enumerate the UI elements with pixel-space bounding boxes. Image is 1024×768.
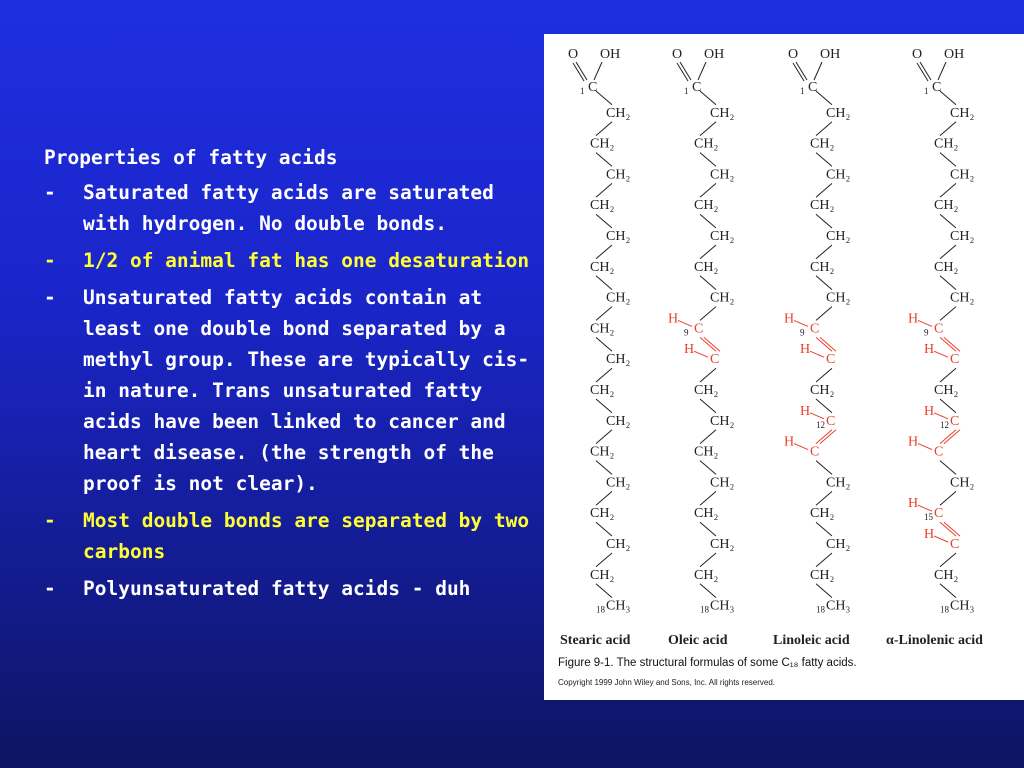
bond-line xyxy=(816,91,832,105)
carbon-label: CH₂ xyxy=(950,290,975,306)
carbon-label: C xyxy=(934,506,944,522)
figure-caption: Figure 9-1. The structural formulas of some C₁₈ fatty acids. xyxy=(558,657,857,669)
hydrogen-label: H xyxy=(908,434,919,450)
bullet-dash: - xyxy=(44,509,56,532)
bond-line xyxy=(596,584,612,598)
bond-line xyxy=(678,320,692,326)
bond-line xyxy=(700,584,716,598)
carbon-label: CH₂ xyxy=(826,105,851,121)
carbon-number: 1 xyxy=(684,86,689,96)
fatty-acid-figure xyxy=(544,34,1024,700)
slide-heading: Properties of fatty acids xyxy=(44,146,338,169)
carbon-label: C xyxy=(808,80,818,95)
bond-line xyxy=(596,153,612,167)
double-bond-line xyxy=(944,430,960,444)
carbon-label: CH₂ xyxy=(710,475,735,491)
carbon-number: 12 xyxy=(816,419,825,430)
carbon-label: CH₂ xyxy=(710,105,735,121)
bullet-text: Saturated fatty acids are saturated with hydrogen. No double bonds. xyxy=(83,181,494,235)
bond-line xyxy=(816,214,832,228)
bond-line xyxy=(700,368,716,382)
carbon-label: C xyxy=(932,80,942,95)
hydrogen-label: H xyxy=(924,403,935,419)
acid-name: Linoleic acid xyxy=(773,633,850,648)
bond-line xyxy=(596,553,612,567)
bond-line xyxy=(810,351,824,357)
bond-line xyxy=(596,461,612,475)
carbon-number: 1 xyxy=(924,86,929,96)
bond-line xyxy=(816,368,832,382)
bond-line xyxy=(700,122,716,136)
carbon-label: CH₂ xyxy=(590,444,615,460)
carbon-label: CH₂ xyxy=(934,567,959,583)
double-bond-line xyxy=(820,337,836,351)
carbon-label: C xyxy=(934,321,944,337)
bullet-text: 1/2 of animal fat has one desaturation xyxy=(83,249,530,272)
carbon-label: CH₂ xyxy=(810,198,835,214)
bond-line xyxy=(940,122,956,136)
bond-line xyxy=(940,276,956,290)
carbon-label: C xyxy=(694,321,704,337)
bond-line xyxy=(794,320,808,326)
carbon-label: CH₂ xyxy=(606,537,631,552)
carbon-label: CH₃ xyxy=(826,598,851,614)
carbon-label: C xyxy=(950,413,960,429)
bond-line xyxy=(700,214,716,228)
bond-line xyxy=(816,522,832,536)
carbon-number: 9 xyxy=(924,327,929,338)
acid-name: α-Linolenic acid xyxy=(886,633,983,648)
bond-line xyxy=(940,368,956,382)
bond-line xyxy=(594,62,602,80)
carbon-number: 15 xyxy=(924,512,933,523)
bullet-item xyxy=(44,177,534,239)
carbon-number: 9 xyxy=(800,327,805,338)
bullet-dash: - xyxy=(44,249,56,272)
carbon-label: CH₂ xyxy=(710,537,735,552)
bond-line xyxy=(700,461,716,475)
carbon-label: CH₂ xyxy=(694,506,719,522)
carbon-label: CH₂ xyxy=(826,537,851,552)
double-bond-line xyxy=(700,337,716,351)
carbon-number: 18 xyxy=(940,604,949,615)
carbon-label: CH₂ xyxy=(950,105,975,121)
bond-line xyxy=(596,491,612,505)
bond-line xyxy=(934,536,948,542)
bond-line xyxy=(816,153,832,167)
double-bond-line xyxy=(940,337,956,351)
carbon-label: CH₂ xyxy=(826,229,851,244)
carbon-label: CH₂ xyxy=(590,506,615,522)
bond-line xyxy=(816,183,832,197)
double-bond-line xyxy=(704,337,720,351)
carbon-number: 18 xyxy=(700,604,709,615)
hydrogen-label: H xyxy=(908,311,919,327)
hydrogen-label: H xyxy=(784,311,795,327)
bullet-dash: - xyxy=(44,181,56,204)
hydrogen-label: H xyxy=(908,496,919,512)
double-bond-line xyxy=(940,522,956,536)
carbon-number: 18 xyxy=(816,604,825,615)
hydrogen-label: H xyxy=(800,342,811,358)
double-bond-line xyxy=(944,522,960,536)
carbon-label: CH₂ xyxy=(710,167,735,183)
carbon-label: CH₂ xyxy=(606,229,631,244)
carbon-label: CH₂ xyxy=(606,167,631,183)
carbon-label: CH₃ xyxy=(606,598,631,614)
carbon-number: 18 xyxy=(596,604,605,615)
carbon-label: CH₂ xyxy=(810,567,835,583)
carbon-number: 12 xyxy=(940,419,949,430)
carbon-label: CH₂ xyxy=(934,383,959,398)
bond-line xyxy=(596,399,612,413)
bond-line xyxy=(596,91,612,105)
carbon-label: CH₂ xyxy=(694,198,719,214)
bond-line xyxy=(940,91,956,105)
bond-line xyxy=(596,122,612,136)
bond-line xyxy=(940,553,956,567)
carbon-label: C xyxy=(810,444,820,460)
bond-line xyxy=(938,62,946,80)
oxygen-label: O xyxy=(788,47,799,62)
bullet-dash: - xyxy=(44,577,56,600)
bullet-item xyxy=(44,245,534,276)
bond-line xyxy=(918,320,932,326)
oxygen-label: O xyxy=(912,47,923,62)
acid-name: Oleic acid xyxy=(668,633,728,648)
bullet-item xyxy=(44,282,534,499)
carbon-label: CH₂ xyxy=(934,259,959,275)
hydrogen-label: H xyxy=(684,342,695,358)
bond-line xyxy=(794,444,808,450)
carbon-label: CH₂ xyxy=(694,136,719,152)
carbon-label: CH₂ xyxy=(590,136,615,152)
carbon-label: CH₂ xyxy=(810,136,835,152)
bond-line xyxy=(816,122,832,136)
hydroxyl-label: OH xyxy=(600,47,621,62)
hydrogen-label: H xyxy=(784,434,795,450)
carbon-label: CH₃ xyxy=(710,598,735,614)
bond-line xyxy=(816,307,832,321)
carbon-label: CH₂ xyxy=(606,352,631,368)
bullet-text: Polyunsaturated fatty acids - duh xyxy=(83,577,471,600)
bond-line xyxy=(596,307,612,321)
bond-line xyxy=(810,413,824,419)
bond-line xyxy=(698,62,706,80)
carbon-label: CH₂ xyxy=(826,167,851,183)
bond-line xyxy=(918,444,932,450)
bond-line xyxy=(700,183,716,197)
carbon-label: C xyxy=(588,80,598,95)
bond-line xyxy=(940,461,956,475)
hydrogen-label: H xyxy=(668,311,679,327)
carbon-label: C xyxy=(934,444,944,460)
bond-line xyxy=(814,62,822,80)
hydroxyl-label: OH xyxy=(944,47,965,62)
double-bond-line xyxy=(816,430,832,444)
carbon-label: CH₂ xyxy=(950,229,975,244)
carbon-label: C xyxy=(692,80,702,95)
oxygen-label: O xyxy=(672,47,683,62)
slide-text xyxy=(44,142,534,610)
carbon-label: CH₂ xyxy=(810,259,835,275)
bond-line xyxy=(700,553,716,567)
double-bond-line xyxy=(820,430,836,444)
bond-line xyxy=(816,461,832,475)
carbon-label: CH₂ xyxy=(694,444,719,460)
carbon-label: C xyxy=(810,321,820,337)
carbon-label: CH₂ xyxy=(590,198,615,214)
bond-line xyxy=(694,351,708,357)
carbon-label: C xyxy=(710,352,720,368)
bond-line xyxy=(940,307,956,321)
carbon-label: CH₂ xyxy=(710,229,735,244)
carbon-label: CH₂ xyxy=(606,105,631,121)
bond-line xyxy=(596,368,612,382)
bond-line xyxy=(700,276,716,290)
bond-line xyxy=(700,245,716,259)
bond-line xyxy=(816,399,832,413)
bond-line xyxy=(940,153,956,167)
bond-line xyxy=(700,491,716,505)
carbon-number: 1 xyxy=(580,86,585,96)
bond-line xyxy=(596,430,612,444)
bond-line xyxy=(596,183,612,197)
carbon-label: CH₂ xyxy=(934,198,959,214)
hydrogen-label: H xyxy=(924,342,935,358)
carbon-label: CH₂ xyxy=(590,321,615,337)
bullet-text: Most double bonds are separated by two carbons xyxy=(83,509,530,563)
bond-line xyxy=(940,214,956,228)
carbon-label: CH₂ xyxy=(810,383,835,398)
bond-line xyxy=(940,245,956,259)
carbon-label: CH₂ xyxy=(950,475,975,491)
carbon-label: CH₂ xyxy=(826,475,851,491)
carbon-label: CH₂ xyxy=(694,383,719,398)
carbon-label: CH₂ xyxy=(826,290,851,306)
bond-line xyxy=(934,413,948,419)
bond-line xyxy=(918,505,932,511)
bullet-text: Unsaturated fatty acids contain at least one double bond separated by a methyl group. These are typically cis- in nature. Trans unsaturated fatty acids have been linked to cancer and heart disease. (the strength of the proof is not clear). xyxy=(83,286,530,495)
bond-line xyxy=(596,337,612,351)
carbon-label: CH₂ xyxy=(710,413,735,429)
carbon-label: C xyxy=(950,352,960,368)
bond-line xyxy=(816,584,832,598)
carbon-number: 9 xyxy=(684,327,689,338)
oxygen-label: O xyxy=(568,47,579,62)
hydroxyl-label: OH xyxy=(704,47,725,62)
carbon-label: CH₂ xyxy=(590,383,615,398)
hydroxyl-label: OH xyxy=(820,47,841,62)
acid-name: Stearic acid xyxy=(560,633,631,648)
bond-line xyxy=(596,276,612,290)
bond-line xyxy=(940,584,956,598)
structural-formulas-diagram xyxy=(544,34,1024,654)
hydrogen-label: H xyxy=(924,527,935,542)
carbon-label: CH₂ xyxy=(590,259,615,275)
bond-line xyxy=(700,153,716,167)
bond-line xyxy=(816,245,832,259)
bond-line xyxy=(700,522,716,536)
bond-line xyxy=(816,276,832,290)
double-bond-line xyxy=(940,430,956,444)
carbon-label: C xyxy=(826,413,836,429)
bond-line xyxy=(816,491,832,505)
bond-line xyxy=(934,351,948,357)
double-bond-line xyxy=(816,337,832,351)
bond-line xyxy=(700,91,716,105)
bullet-item xyxy=(44,573,534,604)
carbon-number: 1 xyxy=(800,86,805,96)
carbon-label: CH₂ xyxy=(810,506,835,522)
carbon-label: CH₂ xyxy=(606,413,631,429)
carbon-label: C xyxy=(826,352,836,368)
double-bond-line xyxy=(944,337,960,351)
carbon-label: CH₂ xyxy=(694,567,719,583)
bond-line xyxy=(940,399,956,413)
carbon-label: CH₂ xyxy=(590,567,615,583)
bond-line xyxy=(816,553,832,567)
figure-copyright: Copyright 1999 John Wiley and Sons, Inc. All rights reserved. xyxy=(558,678,775,687)
carbon-label: CH₂ xyxy=(934,136,959,152)
bond-line xyxy=(596,522,612,536)
bullet-dash: - xyxy=(44,286,56,309)
bond-line xyxy=(940,491,956,505)
bond-line xyxy=(700,399,716,413)
bullet-item xyxy=(44,505,534,567)
bond-line xyxy=(940,183,956,197)
carbon-label: CH₂ xyxy=(606,475,631,491)
hydrogen-label: H xyxy=(800,403,811,419)
carbon-label: CH₂ xyxy=(950,167,975,183)
carbon-label: CH₂ xyxy=(606,290,631,306)
carbon-label: CH₃ xyxy=(950,598,975,614)
bond-line xyxy=(700,307,716,321)
bond-line xyxy=(596,214,612,228)
bond-line xyxy=(700,430,716,444)
carbon-label: CH₂ xyxy=(694,259,719,275)
carbon-label: C xyxy=(950,537,960,552)
bond-line xyxy=(596,245,612,259)
carbon-label: CH₂ xyxy=(710,290,735,306)
